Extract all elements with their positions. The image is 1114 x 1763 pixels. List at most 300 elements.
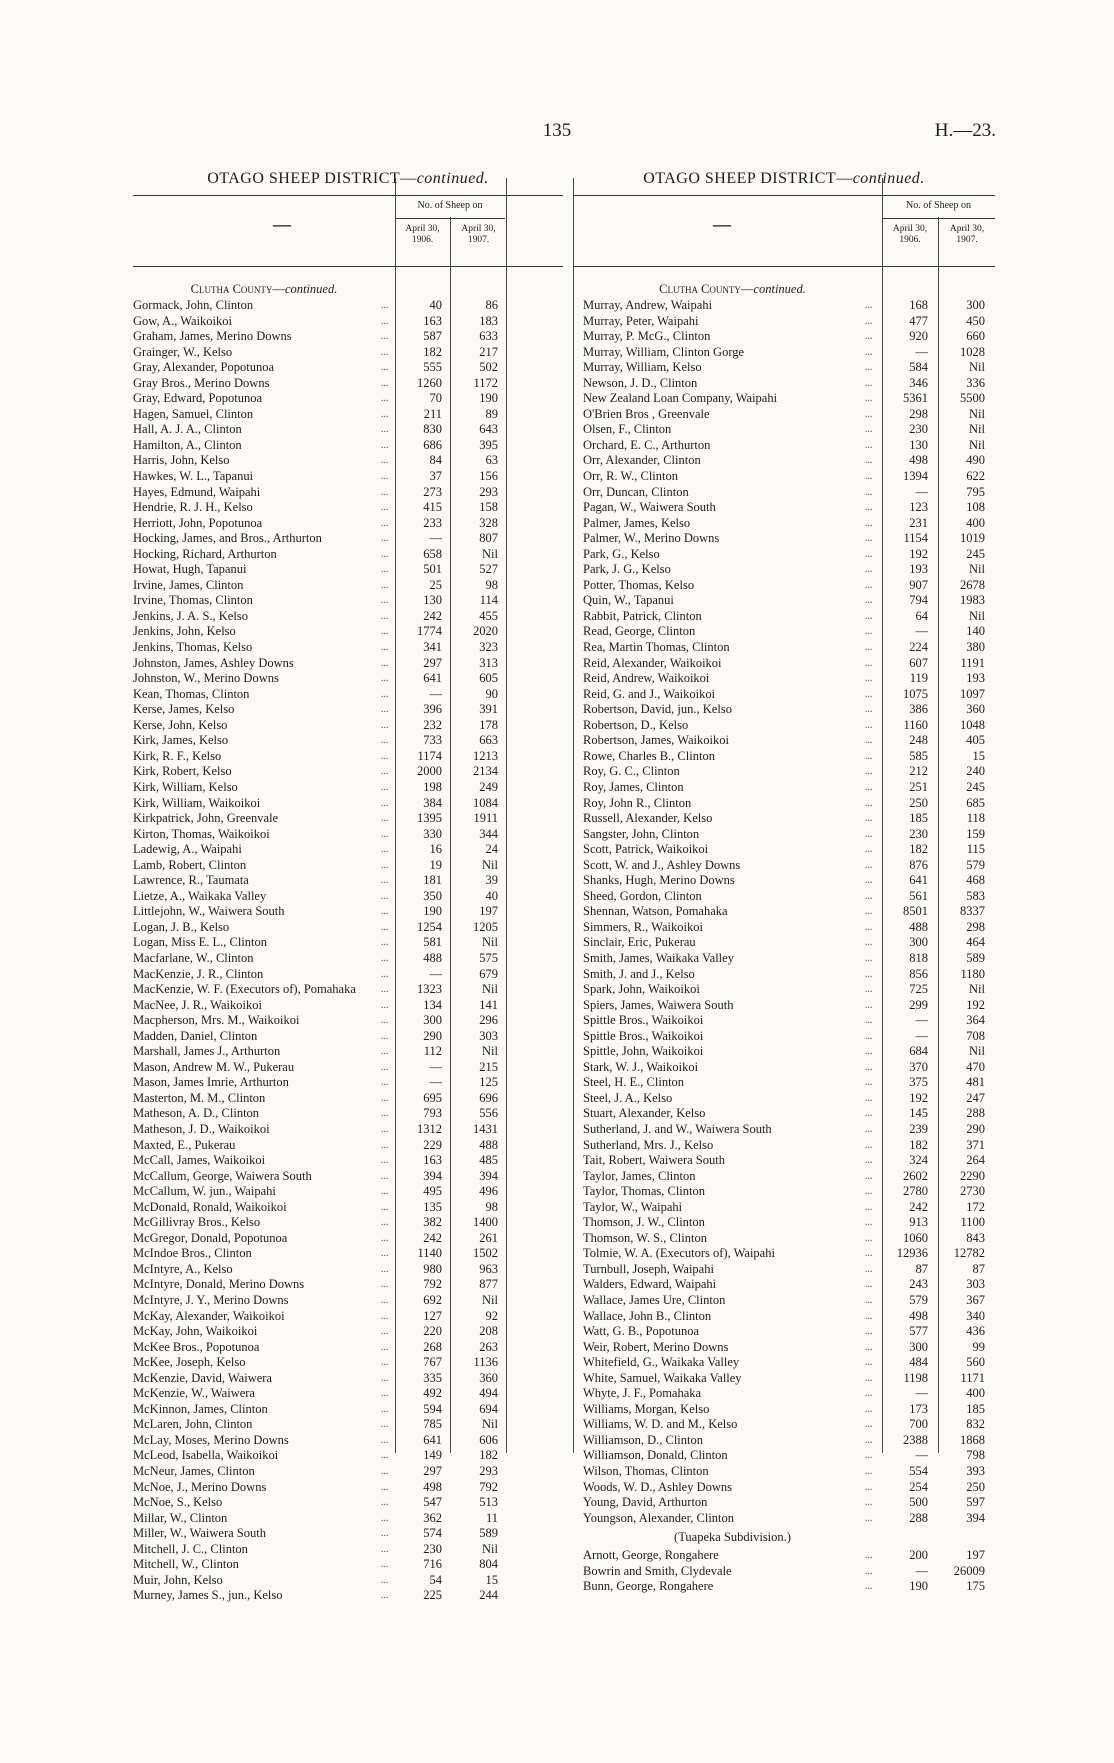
sheep-1906: 190 — [423, 904, 442, 919]
table-row — [133, 438, 563, 454]
sheep-1906: 498 — [909, 453, 928, 468]
owner-name: Smith, J. and J., Kelso — [583, 966, 695, 981]
sheep-1907: 300 — [966, 298, 985, 312]
sheep-1907: 400 — [966, 515, 985, 530]
table-row — [573, 1122, 995, 1138]
owner-name: Pagan, W., Waiwera South — [583, 500, 716, 515]
leader-dots: ... — [865, 315, 873, 327]
leader-dots: ... — [865, 1155, 873, 1167]
subdivision-heading: (Tuapeka Subdivision.) — [674, 1530, 791, 1545]
sheep-1907: 589 — [479, 1526, 498, 1541]
sheep-1906: 211 — [423, 406, 442, 421]
sheep-1907: 263 — [479, 1339, 498, 1354]
sheep-1906: 123 — [909, 500, 928, 515]
sheep-1906: 2602 — [903, 1168, 928, 1183]
owner-name: Jenkins, John, Kelso — [133, 624, 236, 639]
sheep-1907: 1213 — [473, 748, 498, 763]
sheep-1906: 54 — [429, 1572, 442, 1587]
leader-dots: ... — [865, 673, 873, 685]
leader-dots: ... — [865, 750, 873, 762]
sheep-1906: 1154 — [903, 531, 928, 546]
sheep-1907: 344 — [479, 826, 498, 841]
sheep-1907: 1180 — [960, 966, 985, 981]
table-row — [573, 1153, 995, 1169]
owner-name: Palmer, James, Kelso — [583, 515, 691, 530]
table-row — [573, 858, 995, 874]
sheep-1907: 606 — [479, 1432, 498, 1447]
table-row — [573, 438, 995, 454]
table-row — [133, 469, 563, 485]
leader-dots: ... — [381, 813, 389, 825]
owner-name: Logan, Miss E. L., Clinton — [133, 935, 268, 950]
sheep-1907: 245 — [966, 546, 985, 561]
sheep-1907: 364 — [966, 1013, 985, 1028]
sheep-1907: 336 — [966, 375, 985, 390]
sheep-1906: 1323 — [417, 982, 442, 997]
sheep-1907: 2678 — [960, 577, 985, 592]
sheep-1906: 335 — [423, 1370, 442, 1385]
owner-name: Wilson, Thomas, Clinton — [583, 1464, 709, 1479]
sheep-1906: 2780 — [903, 1184, 928, 1199]
table-row — [133, 951, 563, 967]
sheep-1907: 114 — [479, 593, 498, 608]
sheep-1906: 1160 — [903, 717, 928, 732]
owner-name: O'Brien Bros , Greenvale — [583, 406, 710, 421]
sheep-1906: 1140 — [417, 1246, 442, 1261]
sheep-1907: 1868 — [960, 1432, 985, 1447]
owner-name: McCallum, George, Waiwera South — [133, 1168, 312, 1183]
right-table-header: — No. of Sheep on April 30, 1906. April 30, 1907. — [573, 195, 995, 267]
sheep-1907: 293 — [479, 484, 498, 499]
leader-dots: ... — [865, 1263, 873, 1275]
leader-dots: ... — [865, 1046, 873, 1058]
sheep-1907: 89 — [485, 406, 498, 421]
owner-name: Murney, James S., jun., Kelso — [133, 1588, 283, 1603]
table-row — [133, 1355, 563, 1371]
sheep-1907: 485 — [479, 1153, 498, 1168]
sheep-1907: 393 — [966, 1464, 985, 1479]
sheep-1906: 1198 — [903, 1370, 928, 1385]
table-row — [573, 329, 995, 345]
sheep-1907: 115 — [966, 842, 985, 857]
leader-dots: ... — [865, 719, 873, 731]
table-row — [573, 842, 995, 858]
sheep-1907: 40 — [485, 888, 498, 903]
leader-dots: ... — [381, 1590, 389, 1602]
table-row — [133, 842, 563, 858]
sheep-1906: — — [429, 966, 442, 981]
sheep-1907: Nil — [969, 1044, 985, 1059]
owner-name: McKay, John, Waikoikoi — [133, 1324, 258, 1339]
sheep-1907: 1400 — [473, 1215, 498, 1230]
table-row — [573, 1579, 995, 1595]
table-row — [133, 1091, 563, 1107]
sheep-1907: 250 — [966, 1479, 985, 1494]
owner-name: Spiers, James, Waiwera South — [583, 997, 734, 1012]
table-row — [133, 1448, 563, 1464]
table-row — [133, 1542, 563, 1558]
sheep-1907: 90 — [485, 686, 498, 701]
leader-dots: ... — [381, 579, 389, 591]
owner-name: Hendrie, R. J. H., Kelso — [133, 500, 253, 515]
sheep-1907: Nil — [482, 935, 498, 950]
owner-name: Hagen, Samuel, Clinton — [133, 406, 254, 421]
table-row — [573, 640, 995, 656]
table-row — [133, 1464, 563, 1480]
owner-name: Orr, Alexander, Clinton — [583, 453, 701, 468]
sheep-1906: 607 — [909, 655, 928, 670]
sheep-1907: 118 — [966, 811, 985, 826]
leader-dots: ... — [381, 828, 389, 840]
owner-name: Lamb, Robert, Clinton — [133, 857, 247, 872]
owner-name: McNeur, James, Clinton — [133, 1464, 255, 1479]
leader-dots: ... — [865, 813, 873, 825]
leader-dots: ... — [381, 1543, 389, 1555]
owner-name: Spittle, John, Waikoikoi — [583, 1044, 704, 1059]
sheep-1907: Nil — [482, 546, 498, 561]
sheep-1906: 8501 — [903, 904, 928, 919]
sheep-1906: 297 — [423, 1464, 442, 1479]
sheep-1906: — — [429, 1059, 442, 1074]
sheep-1907: 436 — [966, 1324, 985, 1339]
sheep-1906: 242 — [423, 1230, 442, 1245]
owner-name: Miller, W., Waiwera South — [133, 1526, 266, 1541]
table-row — [133, 1138, 563, 1154]
owner-name: Bunn, George, Rongahere — [583, 1579, 714, 1594]
sheep-1906: 254 — [909, 1479, 928, 1494]
sheep-1907: 293 — [479, 1464, 498, 1479]
owner-name: Muir, John, Kelso — [133, 1572, 223, 1587]
sheep-1906: 243 — [909, 1277, 928, 1292]
sheep-1907: 1084 — [473, 795, 498, 810]
sheep-1907: Nil — [482, 857, 498, 872]
sheep-1907: 963 — [479, 1261, 498, 1276]
leader-dots: ... — [865, 688, 873, 700]
leader-dots: ... — [381, 719, 389, 731]
owner-name: Hocking, James, and Bros., Arthurton — [133, 531, 322, 546]
left-table-body — [133, 298, 563, 1604]
sheep-1907: 1028 — [960, 344, 985, 359]
table-row — [573, 1029, 995, 1045]
sheep-1906: 163 — [423, 313, 442, 328]
sheep-1906: 767 — [423, 1355, 442, 1370]
sheep-1907: 141 — [479, 997, 498, 1012]
owner-name: Murray, P. McG., Clinton — [583, 329, 711, 344]
leader-dots: ... — [381, 564, 389, 576]
owner-name: Harris, John, Kelso — [133, 453, 230, 468]
sheep-1906: 233 — [423, 515, 442, 530]
sheep-1906: 181 — [423, 873, 442, 888]
table-row — [573, 1355, 995, 1371]
leader-dots: ... — [865, 952, 873, 964]
table-row — [573, 1548, 995, 1564]
sheep-1907: 804 — [479, 1557, 498, 1572]
leader-dots: ... — [865, 1061, 873, 1073]
leader-dots: ... — [865, 626, 873, 638]
owner-name: Kean, Thomas, Clinton — [133, 686, 250, 701]
leader-dots: ... — [381, 906, 389, 918]
sheep-1906: 498 — [909, 1308, 928, 1323]
table-row — [573, 920, 995, 936]
owner-name: White, Samuel, Waikaka Valley — [583, 1370, 742, 1385]
sheep-1907: 158 — [479, 500, 498, 515]
leader-dots: ... — [865, 1466, 873, 1478]
sheep-1907: 303 — [966, 1277, 985, 1292]
sheep-1906: 488 — [909, 919, 928, 934]
sheep-1906: 12936 — [896, 1246, 928, 1261]
leader-dots: ... — [865, 1326, 873, 1338]
sheep-1907: 98 — [485, 1199, 498, 1214]
sheep-1907: 193 — [966, 671, 985, 686]
leader-dots: ... — [865, 1565, 873, 1577]
owner-name: Quin, W., Tapanui — [583, 593, 674, 608]
sheep-1906: 375 — [909, 1075, 928, 1090]
sheep-1907: 1048 — [960, 717, 985, 732]
table-row — [573, 687, 995, 703]
owner-name: Gray Bros., Merino Downs — [133, 375, 270, 390]
sheep-1906: 498 — [423, 1479, 442, 1494]
leader-dots: ... — [381, 781, 389, 793]
leader-dots: ... — [865, 844, 873, 856]
sheep-1906: 725 — [909, 982, 928, 997]
table-row — [573, 904, 995, 920]
sheep-1906: 37 — [429, 469, 442, 484]
owner-name: Simmers, R., Waikoikoi — [583, 919, 703, 934]
sheep-1906: 587 — [423, 329, 442, 344]
leader-dots: ... — [381, 1450, 389, 1462]
owner-name: Park, G., Kelso — [583, 546, 660, 561]
sheep-1906: 230 — [423, 1541, 442, 1556]
table-row — [133, 1122, 563, 1138]
leader-dots: ... — [381, 1372, 389, 1384]
leader-dots: ... — [381, 315, 389, 327]
owner-name: McKenzie, W., Waiwera — [133, 1386, 255, 1401]
sheep-1907: 633 — [479, 329, 498, 344]
owner-name: Macpherson, Mrs. M., Waikoikoi — [133, 1013, 300, 1028]
leader-dots: ... — [865, 533, 873, 545]
owner-name: Irvine, Thomas, Clinton — [133, 593, 253, 608]
table-row — [573, 485, 995, 501]
right-col1-header: April 30, 1906. — [892, 224, 928, 245]
table-row — [573, 1293, 995, 1309]
sheep-1907: 685 — [966, 795, 985, 810]
leader-dots: ... — [865, 1201, 873, 1213]
table-row — [133, 1277, 563, 1293]
owner-name: Kirk, R. F., Kelso — [133, 748, 222, 763]
owner-name: Masterton, M. M., Clinton — [133, 1090, 266, 1105]
sheep-1906: 1060 — [903, 1230, 928, 1245]
leader-dots: ... — [381, 1497, 389, 1509]
owner-name: Youngson, Alexander, Clinton — [583, 1510, 735, 1525]
owner-name: Rea, Martin Thomas, Clinton — [583, 640, 730, 655]
table-row — [133, 391, 563, 407]
owner-name: Lietze, A., Waikaka Valley — [133, 888, 267, 903]
sheep-1907: 63 — [485, 453, 498, 468]
owner-name: Irvine, James, Clinton — [133, 577, 244, 592]
table-row — [133, 1262, 563, 1278]
sheep-1907: 843 — [966, 1230, 985, 1245]
sheep-1906: 230 — [909, 422, 928, 437]
sheep-1906: 396 — [423, 702, 442, 717]
owner-name: Bowrin and Smith, Clydevale — [583, 1563, 732, 1578]
owner-name: Walders, Edward, Waipahi — [583, 1277, 717, 1292]
table-row — [573, 1138, 995, 1154]
table-row — [573, 764, 995, 780]
leader-dots: ... — [381, 984, 389, 996]
leader-dots: ... — [865, 548, 873, 560]
sheep-1907: 575 — [479, 950, 498, 965]
sheep-1906: — — [915, 484, 928, 499]
sheep-1906: 574 — [423, 1526, 442, 1541]
sheep-1906: 127 — [423, 1308, 442, 1323]
owner-name: Murray, Andrew, Waipahi — [583, 298, 713, 312]
table-row — [573, 578, 995, 594]
leader-dots: ... — [865, 1581, 873, 1593]
owner-name: Millar, W., Clinton — [133, 1510, 228, 1525]
sheep-1907: Nil — [969, 360, 985, 375]
table-row — [573, 982, 995, 998]
table-row — [133, 1573, 563, 1589]
leader-dots: ... — [381, 937, 389, 949]
owner-name: Hamilton, A., Clinton — [133, 437, 242, 452]
sheep-1906: 192 — [909, 546, 928, 561]
sheep-1907: Nil — [482, 1417, 498, 1432]
sheep-1907: 24 — [485, 842, 498, 857]
leader-dots: ... — [381, 952, 389, 964]
owner-name: Steel, J. A., Kelso — [583, 1090, 673, 1105]
sheep-1906: 641 — [423, 1432, 442, 1447]
owner-name: Sutherland, Mrs. J., Kelso — [583, 1137, 714, 1152]
sheep-1906: 695 — [423, 1090, 442, 1105]
leader-dots: ... — [865, 642, 873, 654]
leader-dots: ... — [381, 533, 389, 545]
sheep-1907: 140 — [966, 624, 985, 639]
leader-dots: ... — [865, 797, 873, 809]
sheep-1906: 5361 — [903, 391, 928, 406]
sheep-1906: 692 — [423, 1293, 442, 1307]
leader-dots: ... — [865, 377, 873, 389]
table-row — [573, 1200, 995, 1216]
owner-name: Spark, John, Waikoikoi — [583, 982, 700, 997]
sheep-1907: 125 — [479, 1075, 498, 1090]
owner-name: McKay, Alexander, Waikoikoi — [133, 1308, 285, 1323]
table-row — [573, 453, 995, 469]
leader-dots: ... — [381, 875, 389, 887]
leader-dots: ... — [381, 626, 389, 638]
owner-name: Kirkpatrick, John, Greenvale — [133, 811, 279, 826]
table-row — [133, 516, 563, 532]
table-row — [133, 718, 563, 734]
table-row — [133, 1371, 563, 1387]
sheep-1906: 119 — [909, 671, 928, 686]
table-row — [573, 1246, 995, 1262]
sheep-1906: 346 — [909, 375, 928, 390]
sheep-1906: 248 — [909, 733, 928, 748]
leader-dots: ... — [865, 579, 873, 591]
sheep-1907: 1983 — [960, 593, 985, 608]
owner-name: Reid, Alexander, Waikoikoi — [583, 655, 722, 670]
sheep-1906: 173 — [909, 1401, 928, 1416]
sheep-1906: 1254 — [417, 919, 442, 934]
owner-name: Thomson, W. S., Clinton — [583, 1230, 707, 1245]
owner-name: Newson, J. D., Clinton — [583, 375, 698, 390]
sheep-1907: 245 — [966, 779, 985, 794]
sheep-1906: 130 — [909, 437, 928, 452]
table-row — [133, 1588, 563, 1604]
sheep-1907: 98 — [485, 577, 498, 592]
table-row — [573, 1262, 995, 1278]
sheep-1906: 25 — [429, 577, 442, 592]
table-row — [133, 780, 563, 796]
owner-name: Russell, Alexander, Kelso — [583, 811, 713, 826]
sheep-1906: 298 — [909, 406, 928, 421]
table-row — [133, 702, 563, 718]
table-row — [573, 702, 995, 718]
leader-dots: ... — [865, 1357, 873, 1369]
leader-dots: ... — [381, 393, 389, 405]
owner-name: Hall, A. J. A., Clinton — [133, 422, 242, 437]
sheep-1906: 145 — [909, 1106, 928, 1121]
sheep-1907: 502 — [479, 360, 498, 375]
leader-dots: ... — [865, 1419, 873, 1431]
leader-dots: ... — [381, 673, 389, 685]
owner-name: Orr, R. W., Clinton — [583, 469, 678, 484]
table-row — [573, 951, 995, 967]
sheep-1906: 330 — [423, 826, 442, 841]
leader-dots: ... — [381, 735, 389, 747]
sheep-1906: 341 — [423, 640, 442, 655]
sheep-1907: 2020 — [473, 624, 498, 639]
sheep-1906: 182 — [909, 842, 928, 857]
sheep-1906: 229 — [423, 1137, 442, 1152]
table-row — [133, 811, 563, 827]
owner-name: Mitchell, W., Clinton — [133, 1557, 239, 1572]
sheep-1906: 584 — [909, 360, 928, 375]
table-row — [573, 1464, 995, 1480]
right-county-heading: Clutha County—continued. — [659, 282, 806, 296]
leader-dots: ... — [381, 1015, 389, 1027]
leader-dots: ... — [381, 1217, 389, 1229]
owner-name: McKinnon, James, Clinton — [133, 1401, 268, 1416]
sheep-1907: 185 — [966, 1401, 985, 1416]
table-row — [573, 547, 995, 563]
table-row — [573, 516, 995, 532]
sheep-1907: 244 — [479, 1588, 498, 1603]
table-row — [573, 1417, 995, 1433]
sheep-1906: 2388 — [903, 1432, 928, 1447]
leader-dots: ... — [381, 797, 389, 809]
leader-dots: ... — [865, 1186, 873, 1198]
leader-dots: ... — [865, 921, 873, 933]
leader-dots: ... — [381, 595, 389, 607]
owner-name: Roy, James, Clinton — [583, 779, 684, 794]
leader-dots: ... — [381, 502, 389, 514]
sheep-1907: 182 — [479, 1448, 498, 1463]
leader-dots: ... — [381, 548, 389, 560]
leader-dots: ... — [381, 1466, 389, 1478]
table-row — [573, 935, 995, 951]
owner-name: Kirk, James, Kelso — [133, 733, 229, 748]
sheep-1906: 733 — [423, 733, 442, 748]
table-row — [133, 360, 563, 376]
sheep-1906: 251 — [909, 779, 928, 794]
owner-name: Roy, John R., Clinton — [583, 795, 692, 810]
sheep-1906: 16 — [429, 842, 442, 857]
sheep-1907: 328 — [479, 515, 498, 530]
sheep-1906: 1312 — [417, 1121, 442, 1136]
leader-dots: ... — [865, 1434, 873, 1446]
table-row — [133, 764, 563, 780]
